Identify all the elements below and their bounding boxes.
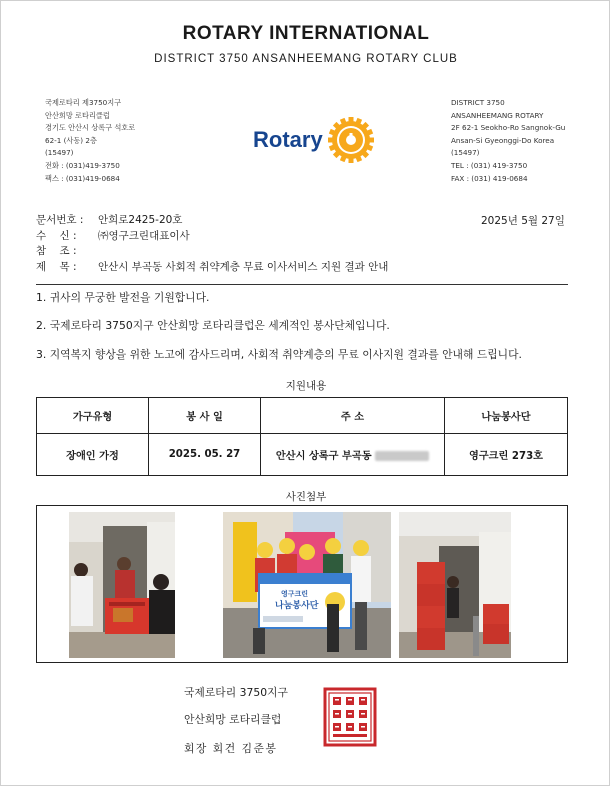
doc-number: 안희로2425-20호	[98, 214, 183, 226]
signature-line-3: 회장 회건 김준봉	[184, 742, 278, 755]
photo-moving-doorway	[69, 512, 175, 658]
recipient: ㈜영구크린대표이사	[98, 229, 190, 242]
fax-line: 팩스 : (031)419-0684	[45, 173, 120, 183]
document-date: 2025년 5월 27일	[481, 215, 565, 227]
photos-section-label: 사진첨부	[285, 491, 327, 503]
service-date: 2025. 05. 27	[149, 434, 261, 476]
address-line: (15497)	[45, 148, 74, 158]
address-line: (15497)	[451, 148, 480, 158]
paragraph-1: 1. 귀사의 무궁한 발전을 기원합니다.	[36, 291, 210, 304]
document-meta	[36, 213, 388, 275]
address-text: 안산시 상록구 부곡동	[275, 451, 372, 462]
fax-line: FAX : (031) 419-0684	[451, 173, 528, 183]
address-line: ANSANHEEMANG ROTARY	[451, 110, 544, 120]
field-label: 수 신 :	[36, 229, 77, 242]
field-label: 참 조 :	[36, 245, 77, 257]
address-line: 62-1 (사동) 2층	[45, 135, 97, 145]
address-line: Ansan-Si Gyeonggi-Do Korea	[451, 135, 555, 145]
address-line: 2F 62-1 Seokho-Ro Sangnok-Gu	[451, 123, 566, 133]
address-line: 국제로타리 제3750지구	[45, 98, 122, 107]
rotary-wordmark: Rotary	[253, 127, 323, 152]
recipient-row	[36, 229, 388, 245]
signature-line-2: 안산희망 로타리클럽	[184, 713, 282, 726]
support-table	[36, 397, 568, 476]
reference-row	[36, 244, 388, 260]
photo-attachments	[36, 505, 568, 663]
phone-line: TEL : (031) 419-3750	[451, 160, 528, 170]
address-korean	[45, 97, 135, 185]
column-header: 나눔봉사단	[445, 398, 568, 434]
official-seal-icon	[323, 687, 377, 747]
banner-line-1: 영구크린	[281, 590, 309, 598]
doc-number-row	[36, 213, 388, 229]
table-header-row	[37, 398, 568, 434]
household-type: 장애인 가정	[37, 434, 149, 476]
letterhead-title: ROTARY INTERNATIONAL	[182, 23, 430, 44]
field-label: 문서번호 :	[36, 214, 84, 226]
paragraph-3: 3. 지역복지 향상을 위한 노고에 감사드리며, 사회적 취약계층의 무료 이사지원 결과를 안내해 드립니다.	[36, 348, 522, 361]
rotary-wheel-icon	[327, 116, 375, 164]
column-header: 가구유형	[37, 398, 149, 434]
column-header: 주 소	[261, 398, 445, 434]
redacted-address	[375, 451, 429, 461]
photo-volunteer-group	[223, 512, 391, 658]
banner-line-2: 나눔봉사단	[275, 601, 319, 611]
address-line: 안산희망 로타리클럽	[45, 110, 110, 120]
field-label: 제 목 :	[36, 260, 77, 273]
volunteer-team: 영구크린 273호	[445, 434, 568, 476]
paragraph-2: 2. 국제로타리 3750지구 안산희망 로타리클럽은 세계적인 봉사단체입니다.	[36, 319, 390, 332]
rotary-logo	[253, 113, 383, 167]
address-english	[451, 97, 565, 185]
signature-line-1: 국제로타리 3750지구	[184, 686, 288, 699]
table-row	[37, 434, 568, 476]
column-header: 봉 사 일	[149, 398, 261, 434]
phone-line: 전화 : (031)419-3750	[45, 160, 120, 170]
address-line: DISTRICT 3750	[451, 98, 505, 107]
photo-moving-boxes	[399, 512, 511, 658]
divider	[36, 284, 568, 285]
subject: 안산시 부곡동 사회적 취약계층 무료 이사서비스 지원 결과 안내	[98, 260, 389, 273]
letterhead-subtitle: DISTRICT 3750 ANSANHEEMANG ROTARY CLUB	[154, 53, 458, 65]
address-cell	[261, 434, 445, 476]
subject-row	[36, 260, 388, 276]
support-section-label: 지원내용	[285, 380, 327, 392]
address-line: 경기도 안산시 상록구 석호로	[45, 123, 136, 133]
